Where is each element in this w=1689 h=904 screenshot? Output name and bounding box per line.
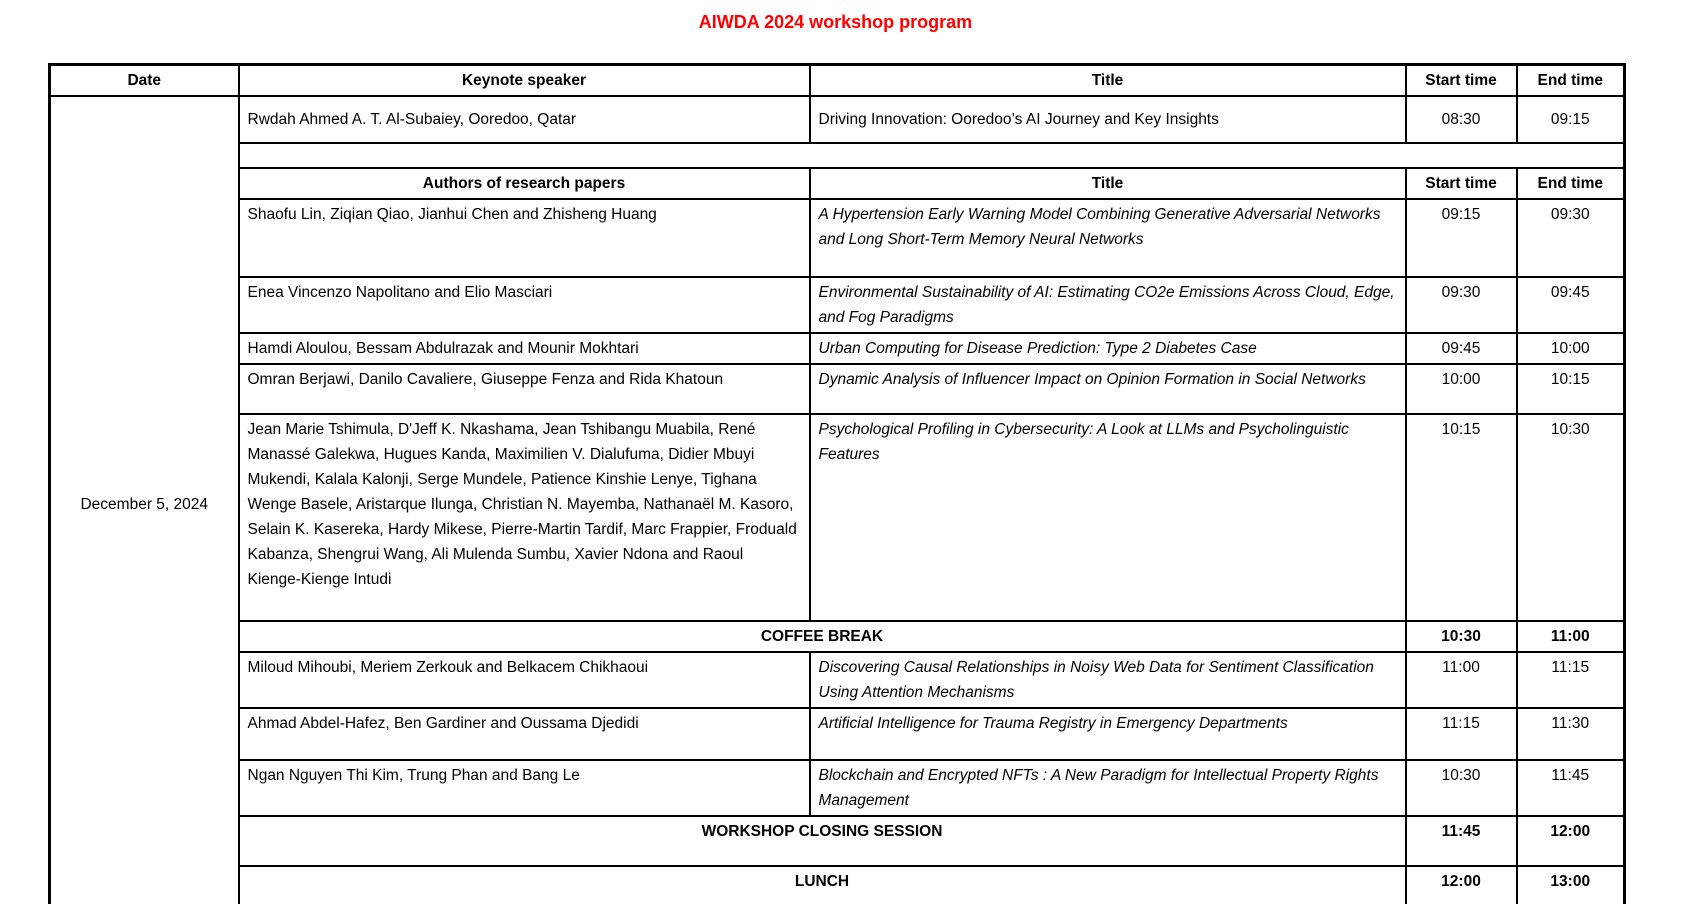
paper-start-cell: 09:30	[1406, 277, 1517, 333]
coffee-break-label: COFFEE BREAK	[239, 621, 1406, 652]
paper-end-cell: 11:45	[1517, 760, 1625, 816]
coffee-break-end-cell: 11:00	[1517, 621, 1625, 652]
closing-session-start-cell: 11:45	[1406, 816, 1517, 866]
keynote-title-cell: Driving Innovation: Ooredoo’s AI Journey and Key Insights	[810, 96, 1406, 143]
paper-end-cell: 10:30	[1517, 414, 1625, 621]
spacer-cell	[239, 143, 1625, 168]
paper-start-cell: 10:15	[1406, 414, 1517, 621]
paper-title-cell: Discovering Causal Relationships in Noisy Web Data for Sentiment Classification Using Attention Mechanisms	[810, 652, 1406, 708]
paper-start-cell: 09:45	[1406, 333, 1517, 364]
closing-session-end-cell: 12:00	[1517, 816, 1625, 866]
col-header-authors: Authors of research papers	[239, 168, 810, 199]
spacer-row	[50, 143, 1625, 168]
paper-authors-cell: Shaofu Lin, Ziqian Qiao, Jianhui Chen and Zhisheng Huang	[239, 199, 810, 277]
paper-title-cell: A Hypertension Early Warning Model Combining Generative Adversarial Networks and Long Short-Term Memory Neural Networks	[810, 199, 1406, 277]
paper-row	[50, 652, 1625, 708]
col-header-end-time: End time	[1517, 65, 1625, 97]
paper-title-cell: Environmental Sustainability of AI: Estimating CO2e Emissions Across Cloud, Edge, and Fog Paradigms	[810, 277, 1406, 333]
paper-authors-cell: Miloud Mihoubi, Meriem Zerkouk and Belkacem Chikhaoui	[239, 652, 810, 708]
keynote-end-cell: 09:15	[1517, 96, 1625, 143]
paper-end-cell: 10:15	[1517, 364, 1625, 414]
paper-row	[50, 364, 1625, 414]
paper-start-cell: 10:30	[1406, 760, 1517, 816]
paper-title-cell: Blockchain and Encrypted NFTs : A New Paradigm for Intellectual Property Rights Management	[810, 760, 1406, 816]
papers-header-row	[50, 168, 1625, 199]
closing-session-row	[50, 816, 1625, 866]
col-header-end-time-2: End time	[1517, 168, 1625, 199]
col-header-start-time-2: Start time	[1406, 168, 1517, 199]
coffee-break-start-cell: 10:30	[1406, 621, 1517, 652]
paper-row	[50, 708, 1625, 760]
program-table	[48, 63, 1626, 904]
paper-row	[50, 414, 1625, 621]
paper-authors-cell: Hamdi Aloulou, Bessam Abdulrazak and Mounir Mokhtari	[239, 333, 810, 364]
date-cell: December 5, 2024	[50, 96, 239, 904]
paper-authors-cell: Ngan Nguyen Thi Kim, Trung Phan and Bang Le	[239, 760, 810, 816]
paper-authors-cell: Ahmad Abdel-Hafez, Ben Gardiner and Oussama Djedidi	[239, 708, 810, 760]
paper-row	[50, 333, 1625, 364]
paper-title-cell: Urban Computing for Disease Prediction: Type 2 Diabetes Case	[810, 333, 1406, 364]
paper-title-cell: Psychological Profiling in Cybersecurity: A Look at LLMs and Psycholinguistic Features	[810, 414, 1406, 621]
paper-title-cell: Dynamic Analysis of Influencer Impact on Opinion Formation in Social Networks	[810, 364, 1406, 414]
lunch-start-cell: 12:00	[1406, 866, 1517, 904]
keynote-row	[50, 96, 1625, 143]
paper-start-cell: 11:15	[1406, 708, 1517, 760]
lunch-row	[50, 866, 1625, 904]
closing-session-label: WORKSHOP CLOSING SESSION	[239, 816, 1406, 866]
paper-row	[50, 760, 1625, 816]
paper-title-cell: Artificial Intelligence for Trauma Registry in Emergency Departments	[810, 708, 1406, 760]
paper-row	[50, 199, 1625, 277]
col-header-title-2: Title	[810, 168, 1406, 199]
col-header-start-time: Start time	[1406, 65, 1517, 97]
paper-authors-cell: Omran Berjawi, Danilo Cavaliere, Giuseppe Fenza and Rida Khatoun	[239, 364, 810, 414]
paper-end-cell: 11:30	[1517, 708, 1625, 760]
lunch-label: LUNCH	[239, 866, 1406, 904]
paper-authors-cell: Enea Vincenzo Napolitano and Elio Masciari	[239, 277, 810, 333]
paper-authors-cell: Jean Marie Tshimula, D'Jeff K. Nkashama, Jean Tshibangu Muabila, René Manassé Galekwa, Hugues Kanda, Maximilien V. Dialufuma, Didier Mbuyi Mukendi, Kalala Kalonji, Serge Mundele, Patience Kinshie Lenye, Tighana Wenge Basele, Aristarque Ilunga, Christian N. Mayemba, Nathanaël M. Kasoro, Selain K. Kasereka, Hardy Mikese, Pierre-Martin Tardif, Marc Frappier, Froduald Kabanza, Shengrui Wang, Ali Mulenda Sumbu, Xavier Ndona and Raoul Kienge-Kienge Intudi	[239, 414, 810, 621]
coffee-break-row	[50, 621, 1625, 652]
paper-start-cell: 09:15	[1406, 199, 1517, 277]
page-title: AIWDA 2024 workshop program	[698, 12, 973, 32]
paper-end-cell: 10:00	[1517, 333, 1625, 364]
table-header-row	[50, 65, 1625, 97]
col-header-keynote-speaker: Keynote speaker	[239, 65, 810, 97]
paper-start-cell: 11:00	[1406, 652, 1517, 708]
lunch-end-cell: 13:00	[1517, 866, 1625, 904]
paper-end-cell: 11:15	[1517, 652, 1625, 708]
paper-end-cell: 09:45	[1517, 277, 1625, 333]
col-header-title: Title	[810, 65, 1406, 97]
paper-end-cell: 09:30	[1517, 199, 1625, 277]
paper-start-cell: 10:00	[1406, 364, 1517, 414]
keynote-speaker-cell: Rwdah Ahmed A. T. Al-Subaiey, Ooredoo, Qatar	[239, 96, 810, 143]
keynote-start-cell: 08:30	[1406, 96, 1517, 143]
paper-row	[50, 277, 1625, 333]
col-header-date: Date	[50, 65, 239, 97]
